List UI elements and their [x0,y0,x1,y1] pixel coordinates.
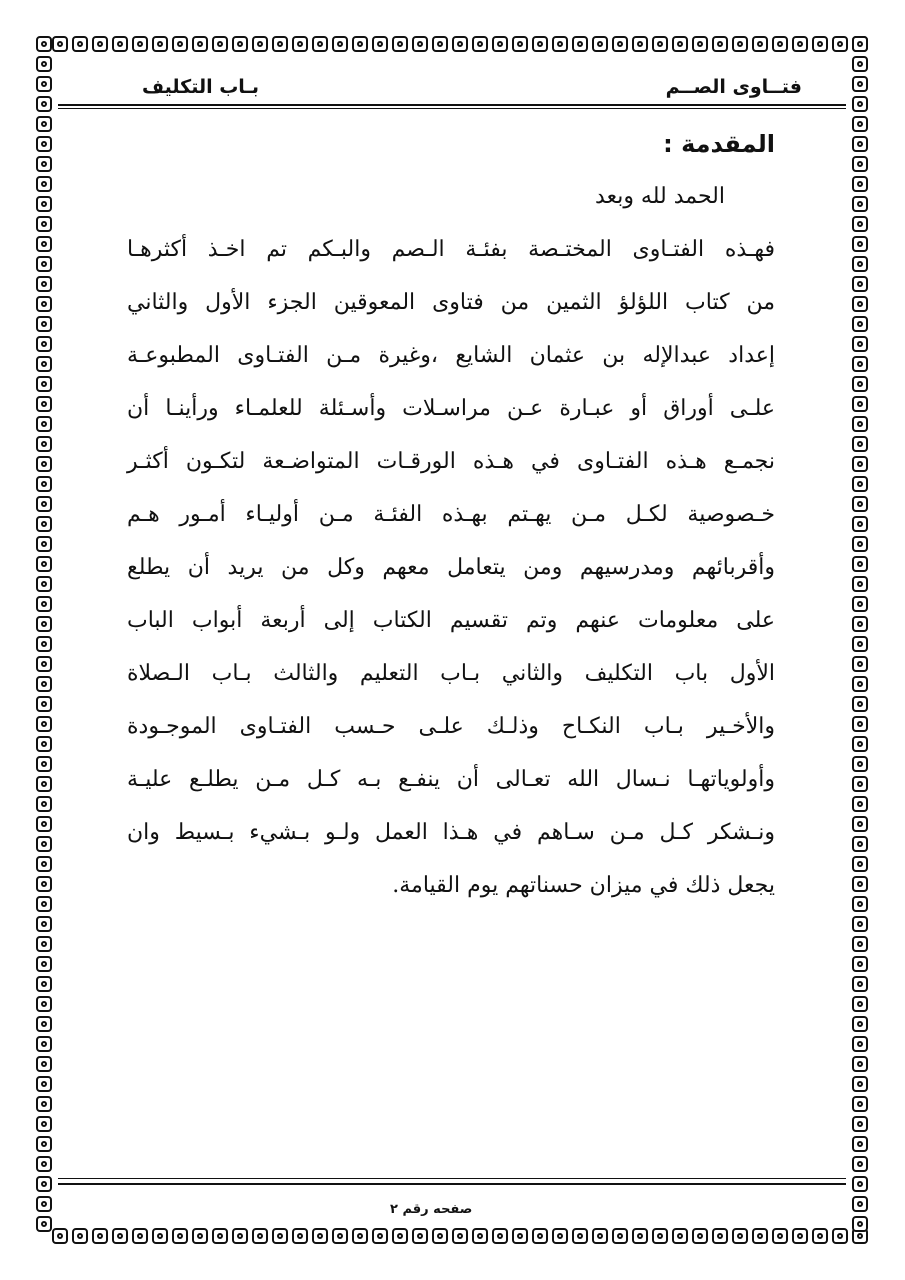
border-ornament [852,596,868,612]
paragraph-line: الأول باب التكليف والثاني بـاب التعليم والثالث بـاب الـصلاة [127,661,775,686]
border-ornament [852,216,868,232]
border-ornament [252,36,268,52]
border-ornament [36,336,52,352]
border-ornament [36,216,52,232]
border-ornament [36,956,52,972]
border-ornament [852,976,868,992]
border-ornament [312,36,328,52]
border-ornament [512,36,528,52]
paragraph-line: وأقربائهم ومدرسيهم ومن يتعامل معهم وكل من يريد أن يطلع [127,555,775,580]
border-ornament [36,936,52,952]
border-ornament [36,536,52,552]
border-ornament [36,576,52,592]
border-ornament [852,496,868,512]
page-number: صفحه رقم ٢ [390,1202,473,1217]
border-ornament [852,716,868,732]
border-ornament [36,676,52,692]
border-ornament [812,36,828,52]
border-ornament [792,1228,808,1244]
border-ornament [852,1136,868,1152]
border-ornament [852,96,868,112]
border-ornament [92,1228,108,1244]
chapter-title: بـاب التكليف [142,76,260,98]
border-ornament [372,1228,388,1244]
border-ornament [692,36,708,52]
border-ornament [852,1036,868,1052]
border-ornament [412,36,428,52]
border-ornament [312,1228,328,1244]
border-ornament [36,1056,52,1072]
paragraph-line: يجعل ذلك في ميزان حسناتهم يوم القيامة. [392,873,775,898]
paragraph-line: على معلومات عنهم وتم تقسيم الكتاب إلى أربعة أبواب الباب [127,608,775,633]
border-ornament [36,636,52,652]
border-ornament [712,1228,728,1244]
border-ornament [36,1076,52,1092]
border-ornament [36,296,52,312]
paragraph-line: من كتاب اللؤلؤ الثمين من فتاوى المعوقين الجزء الأول والثاني [127,290,775,315]
border-ornament [852,516,868,532]
footer-rule [58,1183,846,1185]
border-ornament [112,36,128,52]
border-ornament [36,276,52,292]
border-ornament [472,1228,488,1244]
border-ornament [36,976,52,992]
border-ornament [852,796,868,812]
border-ornament [36,1016,52,1032]
border-ornament [36,996,52,1012]
border-ornament [36,396,52,412]
border-ornament [552,36,568,52]
border-ornament [852,236,868,252]
border-right [850,34,870,1246]
border-ornament [432,1228,448,1244]
border-ornament [36,136,52,152]
border-ornament [852,1116,868,1132]
border-ornament [852,1216,868,1232]
border-ornament [36,116,52,132]
border-ornament [852,1076,868,1092]
border-ornament [192,1228,208,1244]
border-ornament [852,556,868,572]
border-ornament [492,36,508,52]
border-ornament [632,1228,648,1244]
border-ornament [852,536,868,552]
border-ornament [852,756,868,772]
border-ornament [36,496,52,512]
border-ornament [72,1228,88,1244]
border-ornament [852,996,868,1012]
border-ornament [852,476,868,492]
border-left [34,34,54,1246]
border-ornament [36,76,52,92]
border-ornament [772,1228,788,1244]
book-title: فتــاوى الصــم [665,76,802,98]
border-ornament [232,1228,248,1244]
document-body [127,118,775,912]
border-top [34,34,870,54]
border-ornament [36,616,52,632]
border-ornament [732,1228,748,1244]
border-ornament [852,1056,868,1072]
paragraph-line: فهـذه الفتـاوى المختـصة بفئـة الـصم والبـكم تم اخـذ أكثرهـا [127,237,775,262]
border-ornament [36,776,52,792]
border-ornament [36,36,52,52]
border-ornament [52,1228,68,1244]
border-ornament [552,1228,568,1244]
border-ornament [852,296,868,312]
border-ornament [852,576,868,592]
border-ornament [36,436,52,452]
border-ornament [852,116,868,132]
border-ornament [852,456,868,472]
border-ornament [36,876,52,892]
border-ornament [36,856,52,872]
page-header [58,64,846,108]
border-ornament [36,1096,52,1112]
border-ornament [392,36,408,52]
border-ornament [852,436,868,452]
border-ornament [152,36,168,52]
paragraph-line: خـصوصية لكـل مـن يهـتم بهـذه الفئـة مـن أوليـاء أمـور هـم [127,502,775,527]
border-ornament [36,1196,52,1212]
border-ornament [572,36,588,52]
border-ornament [36,376,52,392]
border-ornament [852,76,868,92]
border-ornament [36,456,52,472]
border-ornament [852,856,868,872]
border-ornament [852,356,868,372]
border-ornament [36,656,52,672]
paragraph-line: وأولوياتهـا نـسال الله تعـالى أن ينفـع بـه كـل مـن يطلـع عليـة [127,767,775,792]
border-ornament [852,676,868,692]
paragraph-line: علـى أوراق أو عبـارة عـن مراسـلات وأسـئلة للعلمـاء ورأينـا أن [127,396,775,421]
border-ornament [852,376,868,392]
border-ornament [852,836,868,852]
border-ornament [392,1228,408,1244]
border-ornament [592,1228,608,1244]
border-ornament [512,1228,528,1244]
border-ornament [852,416,868,432]
border-ornament [532,36,548,52]
border-ornament [36,156,52,172]
border-ornament [812,1228,828,1244]
border-ornament [432,36,448,52]
border-ornament [632,36,648,52]
paragraph-line: والأخـير بـاب النكـاح وذلـك علـى حـسب الفتـاوى الموجـودة [127,714,775,739]
border-ornament [92,36,108,52]
border-ornament [52,36,68,52]
border-ornament [36,176,52,192]
border-ornament [852,256,868,272]
border-ornament [732,36,748,52]
border-ornament [452,1228,468,1244]
border-ornament [832,1228,848,1244]
border-ornament [132,36,148,52]
border-ornament [852,776,868,792]
border-ornament [852,396,868,412]
border-ornament [852,696,868,712]
border-ornament [372,36,388,52]
border-ornament [852,36,868,52]
border-ornament [412,1228,428,1244]
border-ornament [612,1228,628,1244]
border-ornament [352,36,368,52]
border-ornament [652,1228,668,1244]
border-ornament [852,916,868,932]
border-ornament [36,356,52,372]
header-rule-thin [58,108,846,109]
border-ornament [612,36,628,52]
border-ornament [36,1116,52,1132]
border-ornament [852,636,868,652]
border-ornament [452,36,468,52]
border-ornament [36,756,52,772]
border-ornament [172,36,188,52]
border-ornament [36,816,52,832]
border-ornament [852,316,868,332]
paragraph-line: إعداد عبدالإله بن عثمان الشايع ،وغيرة مـن الفتـاوى المطبوعـة [127,343,775,368]
border-ornament [36,1136,52,1152]
header-rule [58,104,846,106]
border-ornament [572,1228,588,1244]
border-ornament [36,516,52,532]
border-ornament [36,236,52,252]
border-ornament [36,196,52,212]
border-ornament [852,1176,868,1192]
border-ornament [772,36,788,52]
border-ornament [672,1228,688,1244]
border-ornament [36,896,52,912]
border-ornament [852,896,868,912]
border-ornament [36,1176,52,1192]
border-ornament [792,36,808,52]
border-ornament [472,36,488,52]
border-ornament [36,696,52,712]
border-ornament [852,936,868,952]
paragraph [127,223,775,912]
border-ornament [852,656,868,672]
border-ornament [532,1228,548,1244]
border-ornament [332,1228,348,1244]
border-ornament [232,36,248,52]
border-ornament [292,36,308,52]
border-ornament [852,1016,868,1032]
border-ornament [592,36,608,52]
border-ornament [36,56,52,72]
border-ornament [852,1096,868,1112]
border-ornament [152,1228,168,1244]
border-ornament [36,96,52,112]
border-ornament [36,1036,52,1052]
border-ornament [192,36,208,52]
border-ornament [492,1228,508,1244]
border-ornament [672,36,688,52]
section-heading: المقدمة : [663,130,775,158]
border-ornament [852,616,868,632]
border-ornament [272,36,288,52]
border-ornament [36,716,52,732]
border-ornament [832,36,848,52]
border-ornament [36,836,52,852]
border-ornament [36,416,52,432]
border-ornament [852,336,868,352]
border-ornament [752,1228,768,1244]
border-ornament [36,796,52,812]
border-ornament [272,1228,288,1244]
border-ornament [132,1228,148,1244]
border-ornament [852,1196,868,1212]
paragraph-line: ونـشكر كـل مـن سـاهم في هـذا العمل ولـو بـشيء بـسيط وان [127,820,775,845]
border-ornament [212,36,228,52]
border-ornament [36,476,52,492]
border-ornament [72,36,88,52]
border-ornament [172,1228,188,1244]
border-ornament [852,1156,868,1172]
border-ornament [36,316,52,332]
border-ornament [36,596,52,612]
border-ornament [36,736,52,752]
border-ornament [352,1228,368,1244]
border-ornament [852,176,868,192]
border-bottom [34,1226,870,1246]
border-ornament [692,1228,708,1244]
border-ornament [252,1228,268,1244]
footer-rule-thin [58,1178,846,1179]
border-ornament [852,196,868,212]
border-ornament [112,1228,128,1244]
border-ornament [36,1216,52,1232]
border-ornament [712,36,728,52]
border-ornament [332,36,348,52]
border-ornament [852,136,868,152]
border-ornament [292,1228,308,1244]
border-ornament [652,36,668,52]
border-ornament [752,36,768,52]
greeting-line: الحمد لله وبعد [595,184,725,209]
border-ornament [852,736,868,752]
border-ornament [36,556,52,572]
border-ornament [212,1228,228,1244]
border-ornament [36,1156,52,1172]
border-ornament [852,156,868,172]
border-ornament [852,956,868,972]
border-ornament [36,916,52,932]
border-ornament [36,256,52,272]
paragraph-line: نجمـع هـذه الفتـاوى في هـذه الورقـات المتواضـعة لتكـون أكثـر [127,449,775,474]
border-ornament [852,876,868,892]
border-ornament [852,816,868,832]
border-ornament [852,56,868,72]
border-ornament [852,276,868,292]
